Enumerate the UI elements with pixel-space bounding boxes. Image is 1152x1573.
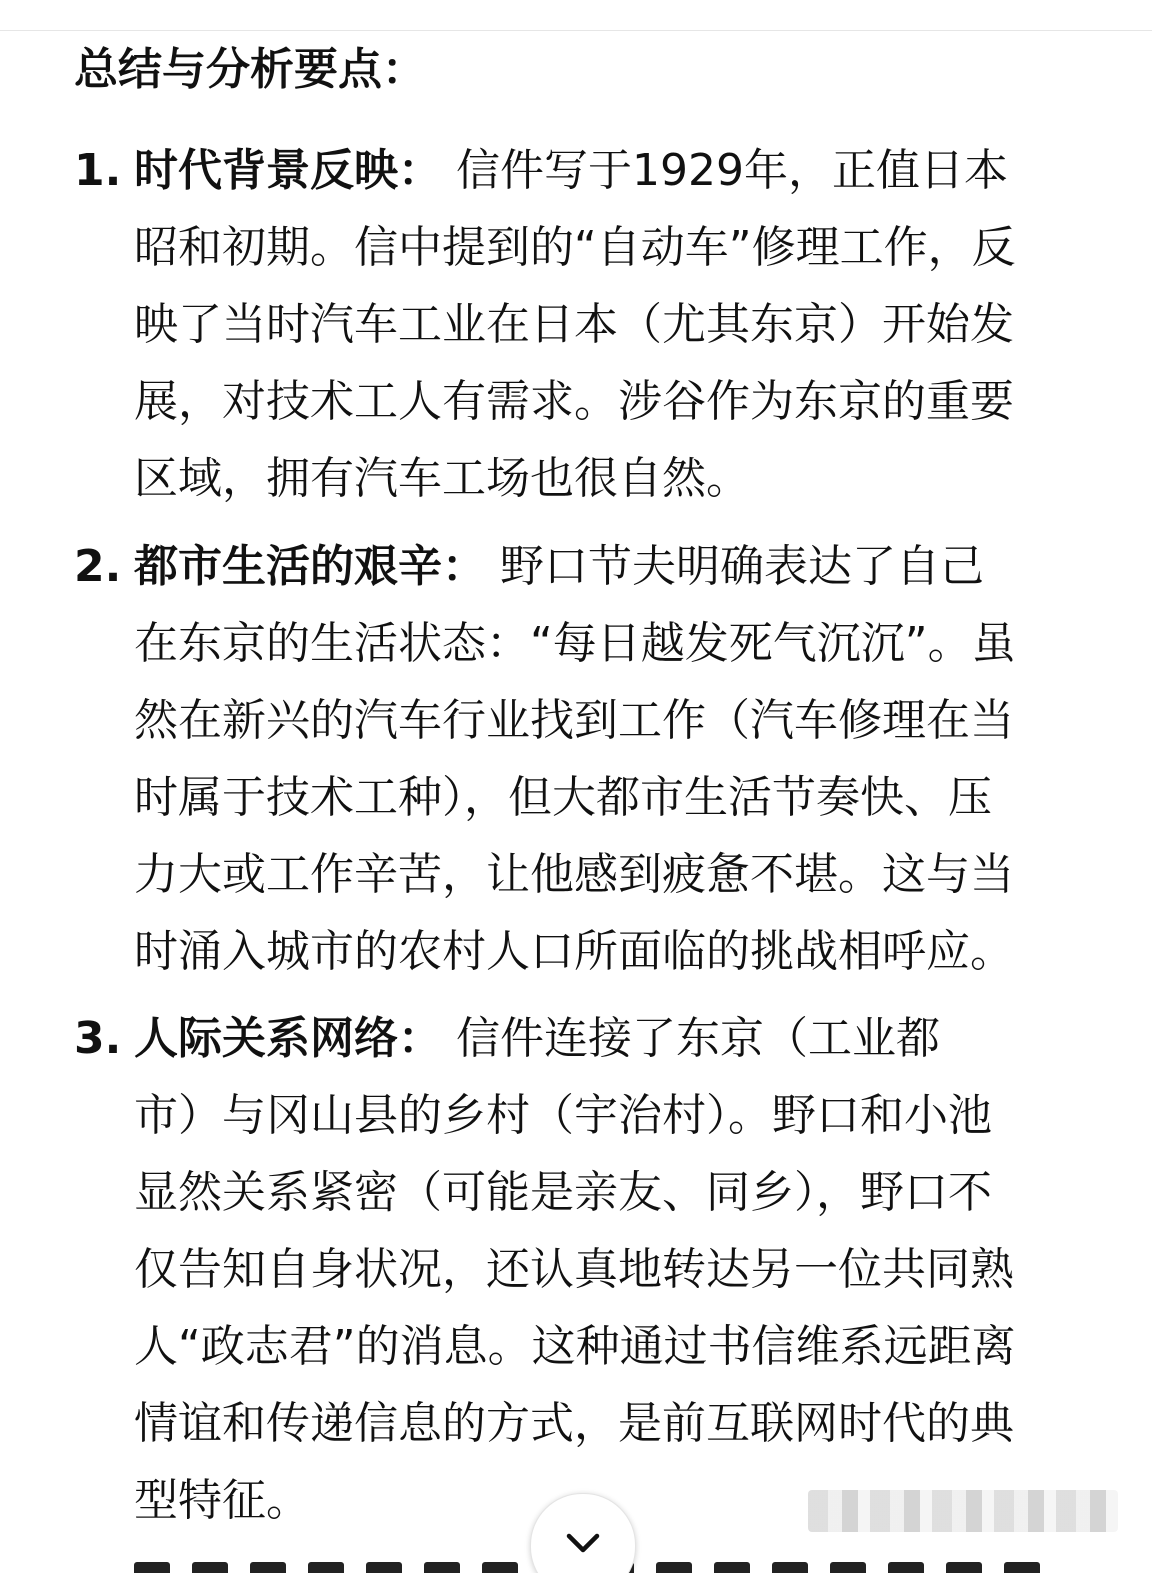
list-item-line: 市）与冈山县的乡村（宇治村）。野口和小池 — [134, 1090, 992, 1141]
chevron-down-icon — [565, 1530, 601, 1558]
list-item-line: 然在新兴的汽车行业找到工作（汽车修理在当 — [134, 695, 1014, 746]
list-item-line: 型特征。 — [134, 1475, 310, 1526]
list-item-body — [134, 528, 1104, 990]
list-item-text: 信件连接了东京（工业都 — [456, 1013, 940, 1064]
top-divider — [0, 30, 1152, 31]
list-item-line: 映了当时汽车工业在日本（尤其东京）开始发 — [134, 299, 1014, 350]
list-item-line: 昭和初期。信中提到的“自动车”修理工作，反 — [134, 222, 1016, 273]
list-item-number: 1. — [74, 145, 122, 196]
list-item-number: 2. — [74, 541, 122, 592]
list-item-line: 力大或工作辛苦，让他感到疲惫不堪。这与当 — [134, 849, 1014, 900]
list-item-line: 展，对技术工人有需求。涉谷作为东京的重要 — [134, 376, 1014, 427]
section-heading: 总结与分析要点： — [74, 44, 426, 95]
list-item-line: 仅告知自身状况，还认真地转达另一位共同熟 — [134, 1244, 1014, 1295]
list-item-line: 在东京的生活状态：“每日越发死气沉沉”。虽 — [134, 618, 1016, 669]
list-item-line: 时属于技术工种），但大都市生活节奏快、压 — [134, 772, 992, 823]
list-item-line: 区域，拥有汽车工场也很自然。 — [134, 453, 750, 504]
list-item-body — [134, 1000, 1104, 1539]
list-item-line — [134, 528, 1104, 605]
list-item-text: 信件写于1929年，正值日本 — [456, 145, 1008, 196]
list-item-line: 人“政志君”的消息。这种通过书信维系远距离 — [134, 1321, 1016, 1372]
list-item-title: 时代背景反映： — [134, 145, 442, 196]
list-item-title: 人际关系网络： — [134, 1013, 442, 1064]
list-item-line: 时涌入城市的农村人口所面临的挑战相呼应。 — [134, 926, 1014, 977]
list-item-line: 显然关系紧密（可能是亲友、同乡），野口不 — [134, 1167, 992, 1218]
list-item-line: 情谊和传递信息的方式，是前互联网时代的典 — [134, 1398, 1014, 1449]
list-item-line — [134, 132, 1104, 209]
blurred-watermark — [808, 1490, 1118, 1532]
list-item-line — [134, 1000, 1104, 1077]
list-item-title: 都市生活的艰辛： — [134, 541, 486, 592]
list-item-body — [134, 132, 1104, 517]
list-item-number: 3. — [74, 1013, 122, 1064]
list-item-text: 野口节夫明确表达了自己 — [500, 541, 984, 592]
